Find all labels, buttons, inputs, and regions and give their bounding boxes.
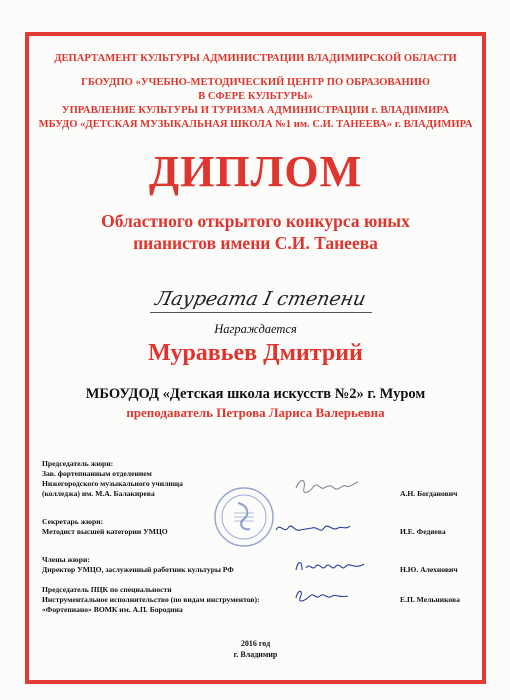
jury-role: Председатель ПЦК по специальности (42, 585, 172, 594)
jury-position: Нижегородского музыкального училища (42, 479, 183, 488)
jury-position: Инструментальное исполнительство (по видам инструментов): (42, 595, 260, 604)
degree-handwritten (150, 283, 370, 313)
contest-name-line: пианистов имени С.И. Танеева (133, 233, 378, 253)
header-organizations (25, 52, 486, 132)
header-line: УПРАВЛЕНИЕ КУЛЬТУРЫ И ТУРИЗМА АДМИНИСТРАЦИИ г. ВЛАДИМИРА (61, 105, 450, 116)
header-line: В СФЕРЕ КУЛЬТУРЫ» (198, 91, 313, 102)
diploma-title: ДИПЛОМ (148, 147, 363, 196)
signature-bogdanovich (292, 474, 362, 500)
signature-melnikova (292, 586, 372, 606)
contest-name-line: Областного открытого конкурса юных (101, 211, 410, 231)
degree-handwritten-text: Лауреата I степени (153, 287, 369, 310)
jury-chair-name: А.Н. Богданович (400, 489, 458, 498)
jury-position: «Фортепиано» ВОМК им. А.П. Бородина (42, 605, 183, 614)
jury-position: Зав. фортепианным отделением (42, 469, 152, 478)
header-line: ГБОУДПО «УЧЕБНО-МЕТОДИЧЕСКИЙ ЦЕНТР ПО ОБРАЗОВАНИЮ (81, 77, 430, 88)
signature-alekhnovich (292, 556, 372, 576)
awarded-label: Награждается (214, 322, 297, 336)
jury-role: Секретарь жюри: (42, 517, 104, 526)
jury-chair-block (42, 459, 183, 499)
header-line: МБУДО «ДЕТСКАЯ МУЗЫКАЛЬНАЯ ШКОЛА №1 им. С.И. ТАНЕЕВА» г. ВЛАДИМИРА (38, 119, 473, 130)
footer (25, 638, 486, 660)
header-line: ДЕПАРТАМЕНТ КУЛЬТУРЫ АДМИНИСТРАЦИИ ВЛАДИМИРСКОЙ ОБЛАСТИ (54, 53, 457, 64)
school-name: МБОУДОД «Детская школа искусств №2» г. Муром (85, 386, 426, 402)
jury-role: Председатель жюри: (42, 459, 114, 468)
degree-underline (150, 312, 372, 313)
issue-city: г. Владимир (233, 650, 278, 659)
issue-year: 2016 год (240, 639, 271, 648)
recipient-name: Муравьев Дмитрий (148, 340, 363, 366)
contest-name (25, 210, 486, 254)
jury-members-name: Н.Ю. Алехнович (400, 565, 458, 574)
teacher-name: преподаватель Петрова Лариса Валерьевна (126, 405, 385, 420)
jury-members-block (42, 555, 234, 575)
jury-secretary-block (42, 517, 168, 537)
signature-fedyaeva (272, 514, 352, 538)
pck-chair-block (42, 585, 260, 615)
jury-position: Директор УМЦО, заслуженный работник культуры РФ (42, 565, 234, 574)
pck-chair-name: Е.П. Мельникова (400, 595, 460, 604)
jury-secretary-name: И.Е. Федяева (400, 527, 446, 536)
jury-position: (колледжа) им. М.А. Балакирева (42, 489, 155, 498)
school-seal-icon (212, 485, 276, 549)
jury-role: Члены жюри: (42, 555, 90, 564)
jury-position: Методист высшей категории УМЦО (42, 527, 168, 536)
